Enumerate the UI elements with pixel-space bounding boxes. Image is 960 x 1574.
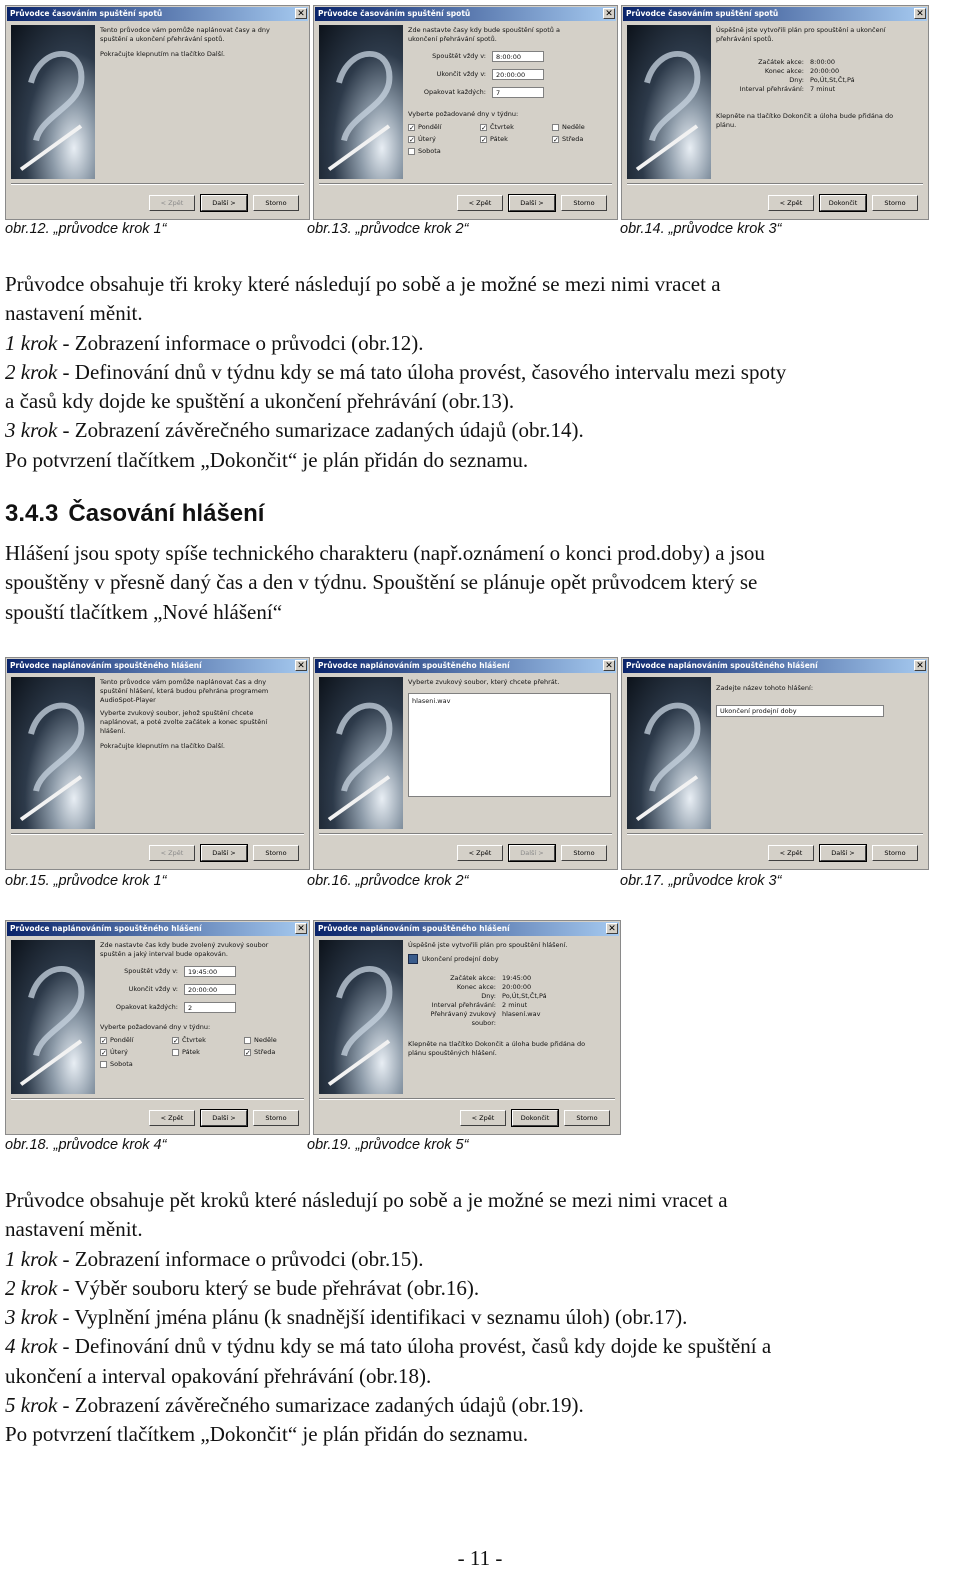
- checkbox-box[interactable]: ✓: [173, 1037, 179, 1045]
- summary-key: Začátek akce:: [758, 58, 804, 66]
- day-checkbox[interactable]: [100, 1036, 172, 1045]
- wizard-artwork: [319, 677, 403, 829]
- finish-button[interactable]: Dokončit: [512, 1110, 558, 1126]
- dialog-body: [408, 26, 611, 177]
- divider: [319, 1098, 615, 1100]
- start-label: Spouštět vždy v:: [124, 967, 178, 975]
- section-title: Časování hlášení: [68, 500, 265, 527]
- intro-text: Tento průvodce vám pomůže naplánovat časy a dny spuštění a ukončení přehrávání spotů.: [100, 26, 270, 43]
- intro-text: Tento průvodce vám pomůže naplánovat čas a dny spuštění hlášení, která budou přehrána programem AudioSpot-Player: [100, 678, 269, 704]
- paragraph-announcements: [5, 539, 960, 627]
- step-text: - Zobrazení informace o průvodci (obr.12).: [57, 330, 424, 355]
- step-number: 2 krok: [5, 359, 58, 384]
- back-button[interactable]: < Zpět: [149, 1110, 195, 1126]
- step-number: 3 krok: [5, 1305, 58, 1330]
- next-button[interactable]: Další >: [201, 195, 247, 211]
- dialog-body: [408, 678, 611, 827]
- dialog-titlebar: [315, 659, 616, 673]
- button-bar: [768, 195, 918, 211]
- step-number: 3 krok: [5, 418, 58, 443]
- step-line: [5, 1391, 960, 1420]
- checkbox-box[interactable]: ✓: [409, 124, 415, 132]
- dialog-title: Průvodce časováním spuštění spotů: [626, 9, 779, 18]
- cancel-button[interactable]: Storno: [872, 845, 918, 861]
- step-text: - Zobrazení informace o průvodci (obr.15).: [57, 1246, 424, 1271]
- wizard-screenshot-obr13: [313, 5, 618, 220]
- section-heading: [5, 500, 264, 528]
- step-number: 1 krok: [5, 330, 58, 355]
- dialog-title: Průvodce naplánováním spouštěného hlášení: [10, 661, 202, 670]
- wizard-artwork: [319, 25, 403, 179]
- divider: [11, 833, 304, 835]
- wizard-artwork: [627, 677, 711, 829]
- day-label: Úterý: [418, 135, 436, 143]
- dialog-body: [100, 26, 303, 177]
- back-button[interactable]: < Zpět: [457, 195, 503, 211]
- end-time-field[interactable]: 20:00:00: [184, 984, 236, 995]
- next-button[interactable]: Další >: [509, 195, 555, 211]
- plan-name: Ukončení prodejní doby: [422, 954, 499, 963]
- dialog-titlebar: [7, 7, 308, 21]
- day-checkbox[interactable]: [244, 1036, 310, 1045]
- section-number: 3.4.3: [5, 500, 59, 527]
- day-label: Sobota: [418, 147, 441, 155]
- wizard-screenshot-obr17: [621, 657, 929, 870]
- cancel-button[interactable]: Storno: [561, 195, 607, 211]
- summary-list: [716, 58, 922, 94]
- text-line: ukončení a interval opakování přehrávání (obr.18).: [5, 1363, 432, 1388]
- text-line: a časů kdy dojde ke spuštění a ukončení přehrávání (obr.13).: [5, 389, 515, 414]
- step-text: - Definování dnů v týdnu kdy se má tato úloha provést, časového intervalu mezi spoty: [57, 359, 787, 384]
- next-button[interactable]: Další >: [820, 845, 866, 861]
- divider: [627, 183, 923, 185]
- summary-row: [408, 974, 614, 983]
- days-label: Vyberte požadované dny v týdnu:: [408, 110, 519, 118]
- intro-text-2: Vyberte zvukový soubor, jehož spuštění chcete naplánovat, a poté zvolte začátek a konec spuštění hlášení.: [100, 709, 268, 735]
- day-label: Pátek: [182, 1048, 200, 1056]
- caption-obr15: obr.15. „průvodce krok 1“: [5, 873, 167, 889]
- dialog-titlebar: [623, 659, 927, 673]
- day-label: Středa: [562, 135, 584, 143]
- checkbox-box[interactable]: ✓: [481, 136, 487, 144]
- caption-obr12: obr.12. „průvodce krok 1“: [5, 221, 167, 237]
- end-time-field[interactable]: 20:00:00: [492, 69, 544, 80]
- paragraph-wizard-steps-5: [5, 1186, 960, 1450]
- plan-name-row: [408, 954, 614, 964]
- file-listbox[interactable]: [408, 693, 611, 797]
- paragraph-wizard-steps-3: [5, 270, 960, 475]
- wizard-artwork: [319, 940, 403, 1094]
- wizard-screenshot-obr12: [5, 5, 310, 220]
- button-bar: [457, 845, 607, 861]
- repeat-label: Opakovat každých:: [423, 88, 486, 96]
- step-number: 2 krok: [5, 1275, 58, 1300]
- checkbox-box[interactable]: [552, 124, 559, 131]
- summary-key: Začátek akce:: [450, 974, 496, 982]
- summary-key: Konec akce:: [764, 67, 804, 75]
- close-icon[interactable]: ✕: [295, 8, 307, 19]
- text-line: nastavení měnit.: [5, 1217, 143, 1242]
- divider: [627, 833, 923, 835]
- repeat-field[interactable]: 2: [184, 1002, 236, 1013]
- button-bar: [149, 1110, 299, 1126]
- start-label: Spouštět vždy v:: [432, 52, 486, 60]
- day-label: Čtvrtek: [490, 123, 514, 131]
- divider: [319, 833, 612, 835]
- dialog-title: Průvodce naplánováním spouštěného hlášení: [626, 661, 818, 670]
- button-bar: [460, 1110, 610, 1126]
- checkbox-box[interactable]: ✓: [101, 1037, 107, 1045]
- dialog-titlebar: [623, 7, 927, 21]
- intro-text: Zde nastavte časy kdy bude spouštění spotů a ukončení přehrávání spotů.: [408, 26, 560, 43]
- step-line: [5, 1245, 960, 1274]
- dialog-titlebar: [315, 7, 616, 21]
- checkbox-box[interactable]: [408, 148, 415, 155]
- wizard-artwork: [11, 677, 95, 829]
- wizard-artwork: [627, 25, 711, 179]
- text-line: Po potvrzení tlačítkem „Dokončit“ je plán přidán do seznamu.: [5, 447, 529, 472]
- step-number: 1 krok: [5, 1246, 58, 1271]
- day-checkbox[interactable]: [480, 135, 552, 144]
- step-line: [5, 1274, 960, 1303]
- text-line: nastavení měnit.: [5, 301, 143, 326]
- caption-obr16: obr.16. „průvodce krok 2“: [307, 873, 469, 889]
- intro-text: Úspěšně jste vytvořili plán pro spouštění hlášení.: [408, 941, 568, 949]
- summary-value: Po,Út,St,Čt,Pá: [502, 992, 547, 1000]
- checkbox-box[interactable]: [100, 1061, 107, 1068]
- step-number: 5 krok: [5, 1393, 58, 1418]
- plan-name-input[interactable]: Ukončení prodejní doby: [716, 705, 884, 717]
- step-text: - Definování dnů v týdnu kdy se má tato úloha provést, časů kdy dojde ke spuštění a: [57, 1334, 772, 1359]
- cancel-button[interactable]: Storno: [872, 195, 918, 211]
- day-label: Pátek: [490, 135, 508, 143]
- wizard-screenshot-obr15: [5, 657, 310, 870]
- summary-row: [716, 76, 922, 85]
- back-button[interactable]: < Zpět: [457, 845, 503, 861]
- step-text: - Zobrazení závěrečného sumarizace zadaných údajů (obr.14).: [57, 418, 584, 443]
- summary-value: 19:45:00: [502, 974, 532, 982]
- step-line: [5, 1303, 960, 1332]
- dialog-titlebar: [7, 922, 308, 936]
- day-checkbox[interactable]: [408, 147, 480, 156]
- days-checkbox-group: [100, 1036, 303, 1069]
- text-line: Průvodce obsahuje tři kroky které následují po sobě a je možné se mezi nimi vracet a: [5, 272, 721, 296]
- cancel-button[interactable]: Storno: [253, 1110, 299, 1126]
- summary-value: 20:00:00: [810, 67, 840, 75]
- day-label: Neděle: [562, 123, 585, 131]
- dialog-title: Průvodce naplánováním spouštěného hlášení: [318, 661, 510, 670]
- cancel-button[interactable]: Storno: [564, 1110, 610, 1126]
- button-bar: [149, 845, 299, 861]
- step-text: - Výběr souboru který se bude přehrávat (obr.16).: [57, 1275, 480, 1300]
- summary-key: Interval přehrávání:: [739, 85, 804, 93]
- summary-value: 2 minut: [502, 1001, 528, 1009]
- divider: [11, 1098, 304, 1100]
- close-icon[interactable]: ✕: [295, 923, 307, 934]
- back-button[interactable]: < Zpět: [460, 1110, 506, 1126]
- day-label: Sobota: [110, 1060, 133, 1068]
- prompt-text: Zadejte název tohoto hlášení:: [716, 684, 814, 692]
- text-line: Průvodce obsahuje pět kroků které následují po sobě a je možné se mezi nimi vracet a: [5, 1188, 728, 1212]
- summary-list: [408, 974, 614, 1028]
- dialog-title: Průvodce naplánováním spouštěného hlášení: [10, 924, 202, 933]
- day-label: Neděle: [254, 1036, 277, 1044]
- days-label: Vyberte požadované dny v týdnu:: [100, 1023, 211, 1031]
- text-line: spouštěny v přesně daný čas a den v týdnu. Spouštění se plánuje opět průvodcem který se: [5, 570, 758, 595]
- intro-text: Zde nastavte čas kdy bude zvolený zvukový soubor spuštěn a jaký interval bude opakován.: [100, 941, 269, 958]
- wizard-screenshot-obr16: [313, 657, 618, 870]
- end-label: Ukončit vždy v:: [128, 985, 178, 993]
- summary-key: Dny:: [789, 76, 804, 84]
- dialog-body: [716, 26, 922, 177]
- end-label: Ukončit vždy v:: [436, 70, 486, 78]
- close-icon[interactable]: ✕: [295, 660, 307, 671]
- caption-obr13: obr.13. „průvodce krok 2“: [307, 221, 469, 237]
- cancel-button[interactable]: Storno: [253, 845, 299, 861]
- back-button[interactable]: < Zpět: [768, 845, 814, 861]
- cancel-button[interactable]: Storno: [253, 195, 299, 211]
- step-line: [5, 358, 960, 387]
- button-bar: [149, 195, 299, 211]
- next-button[interactable]: Další >: [201, 1110, 247, 1126]
- summary-value: 20:00:00: [502, 983, 532, 991]
- repeat-label: Opakovat každých:: [115, 1003, 178, 1011]
- speaker-icon: [408, 954, 418, 964]
- next-button[interactable]: Další >: [509, 845, 555, 861]
- step-line: [5, 416, 960, 445]
- hint-text: Pokračujte klepnutím na tlačítko Další.: [100, 742, 225, 750]
- summary-row: [408, 1010, 614, 1028]
- hint-text: Pokračujte klepnutím na tlačítko Další.: [100, 50, 225, 58]
- prompt-text: Vyberte zvukový soubor, který chcete přehrát.: [408, 678, 560, 686]
- day-checkbox[interactable]: [408, 135, 480, 144]
- close-icon[interactable]: ✕: [603, 8, 615, 19]
- summary-key: Konec akce:: [456, 983, 496, 991]
- summary-row: [408, 983, 614, 992]
- dialog-body: [100, 941, 303, 1092]
- divider: [11, 183, 304, 185]
- day-label: Pondělí: [418, 123, 442, 131]
- summary-value: 8:00:00: [810, 58, 836, 66]
- dialog-title: Průvodce časováním spuštění spotů: [318, 9, 471, 18]
- dialog-title: Průvodce časováním spuštění spotů: [10, 9, 163, 18]
- day-checkbox[interactable]: [100, 1060, 172, 1069]
- day-checkbox[interactable]: [480, 123, 552, 132]
- summary-key: Dny:: [481, 992, 496, 1000]
- caption-obr19: obr.19. „průvodce krok 5“: [307, 1137, 469, 1153]
- dialog-body: [408, 941, 614, 1092]
- day-checkbox[interactable]: [172, 1048, 244, 1057]
- checkbox-box[interactable]: ✓: [553, 136, 559, 144]
- wizard-screenshot-obr19: [313, 920, 621, 1135]
- dialog-body: [100, 678, 303, 827]
- summary-row: [716, 85, 922, 94]
- back-button[interactable]: < Zpět: [149, 195, 195, 211]
- start-time-field[interactable]: 8:00:00: [492, 51, 544, 62]
- wizard-screenshot-obr18: [5, 920, 310, 1135]
- repeat-field[interactable]: 7: [492, 87, 544, 98]
- checkbox-box[interactable]: ✓: [481, 124, 487, 132]
- intro-text: Úspěšně jste vytvořili plán pro spouštění a ukončení přehrávání spotů.: [716, 26, 886, 43]
- wizard-artwork: [11, 940, 95, 1094]
- day-checkbox[interactable]: [244, 1048, 310, 1057]
- step-line: [5, 1332, 960, 1361]
- checkbox-box[interactable]: ✓: [101, 1049, 107, 1057]
- button-bar: [457, 195, 607, 211]
- text-line: Po potvrzení tlačítkem „Dokončit“ je plán přidán do seznamu.: [5, 1422, 529, 1447]
- close-icon[interactable]: ✕: [606, 923, 618, 934]
- checkbox-box[interactable]: [172, 1049, 179, 1056]
- summary-value: 7 minut: [810, 85, 836, 93]
- day-checkbox[interactable]: [172, 1036, 244, 1045]
- next-button[interactable]: Další >: [201, 845, 247, 861]
- dialog-titlebar: [315, 922, 619, 936]
- day-checkbox[interactable]: [100, 1048, 172, 1057]
- text-line: spouští tlačítkem „Nové hlášení“: [5, 599, 283, 624]
- step-text: - Zobrazení závěrečného sumarizace zadaných údajů (obr.19).: [57, 1393, 584, 1418]
- close-icon[interactable]: ✕: [603, 660, 615, 671]
- summary-row: [716, 67, 922, 76]
- step-number: 4 krok: [5, 1334, 58, 1359]
- back-button[interactable]: < Zpět: [768, 195, 814, 211]
- wizard-artwork: [11, 25, 95, 179]
- days-checkbox-group: [408, 123, 611, 156]
- start-time-field[interactable]: 19:45:00: [184, 966, 236, 977]
- dialog-titlebar: [7, 659, 308, 673]
- step-line: [5, 329, 960, 358]
- summary-key: Přehrávaný zvukový soubor:: [430, 1010, 496, 1027]
- summary-row: [408, 992, 614, 1001]
- back-button[interactable]: < Zpět: [149, 845, 195, 861]
- caption-obr14: obr.14. „průvodce krok 3“: [620, 221, 782, 237]
- summary-value: hlasení.wav: [502, 1010, 541, 1018]
- step-text: - Vyplnění jména plánu (k snadnější identifikaci v seznamu úloh) (obr.17).: [57, 1305, 688, 1330]
- cancel-button[interactable]: Storno: [561, 845, 607, 861]
- file-item[interactable]: hlaseni.wav: [412, 697, 451, 705]
- button-bar: [768, 845, 918, 861]
- close-icon[interactable]: ✕: [914, 8, 926, 19]
- checkbox-box[interactable]: [244, 1037, 251, 1044]
- dialog-title: Průvodce naplánováním spouštěného hlášení: [318, 924, 510, 933]
- finish-button[interactable]: Dokončit: [820, 195, 866, 211]
- checkbox-box[interactable]: ✓: [409, 136, 415, 144]
- summary-key: Interval přehrávání:: [431, 1001, 496, 1009]
- divider: [319, 183, 612, 185]
- day-label: Středa: [254, 1048, 276, 1056]
- day-checkbox[interactable]: [408, 123, 480, 132]
- dialog-body: [716, 678, 922, 827]
- day-checkbox[interactable]: [552, 135, 618, 144]
- caption-obr18: obr.18. „průvodce krok 4“: [5, 1137, 167, 1153]
- wizard-screenshot-obr14: [621, 5, 929, 220]
- day-checkbox[interactable]: [552, 123, 618, 132]
- hint-text: Klepněte na tlačítko Dokončit a úloha bude přidána do plánu spouštěných hlášení.: [408, 1040, 586, 1057]
- caption-obr17: obr.17. „průvodce krok 3“: [620, 873, 782, 889]
- day-label: Pondělí: [110, 1036, 134, 1044]
- hint-text: Klepněte na tlačítko Dokončit a úloha bude přidána do plánu.: [716, 112, 894, 129]
- checkbox-box[interactable]: ✓: [245, 1049, 251, 1057]
- day-label: Čtvrtek: [182, 1036, 206, 1044]
- summary-row: [408, 1001, 614, 1010]
- summary-value: Po,Út,St,Čt,Pá: [810, 76, 855, 84]
- page-number: - 11 -: [457, 1546, 503, 1570]
- text-line: Hlášení jsou spoty spíše technického charakteru (např.oznámení o konci prod.doby) a jsou: [5, 541, 765, 565]
- day-label: Úterý: [110, 1048, 128, 1056]
- close-icon[interactable]: ✕: [914, 660, 926, 671]
- summary-row: [716, 58, 922, 67]
